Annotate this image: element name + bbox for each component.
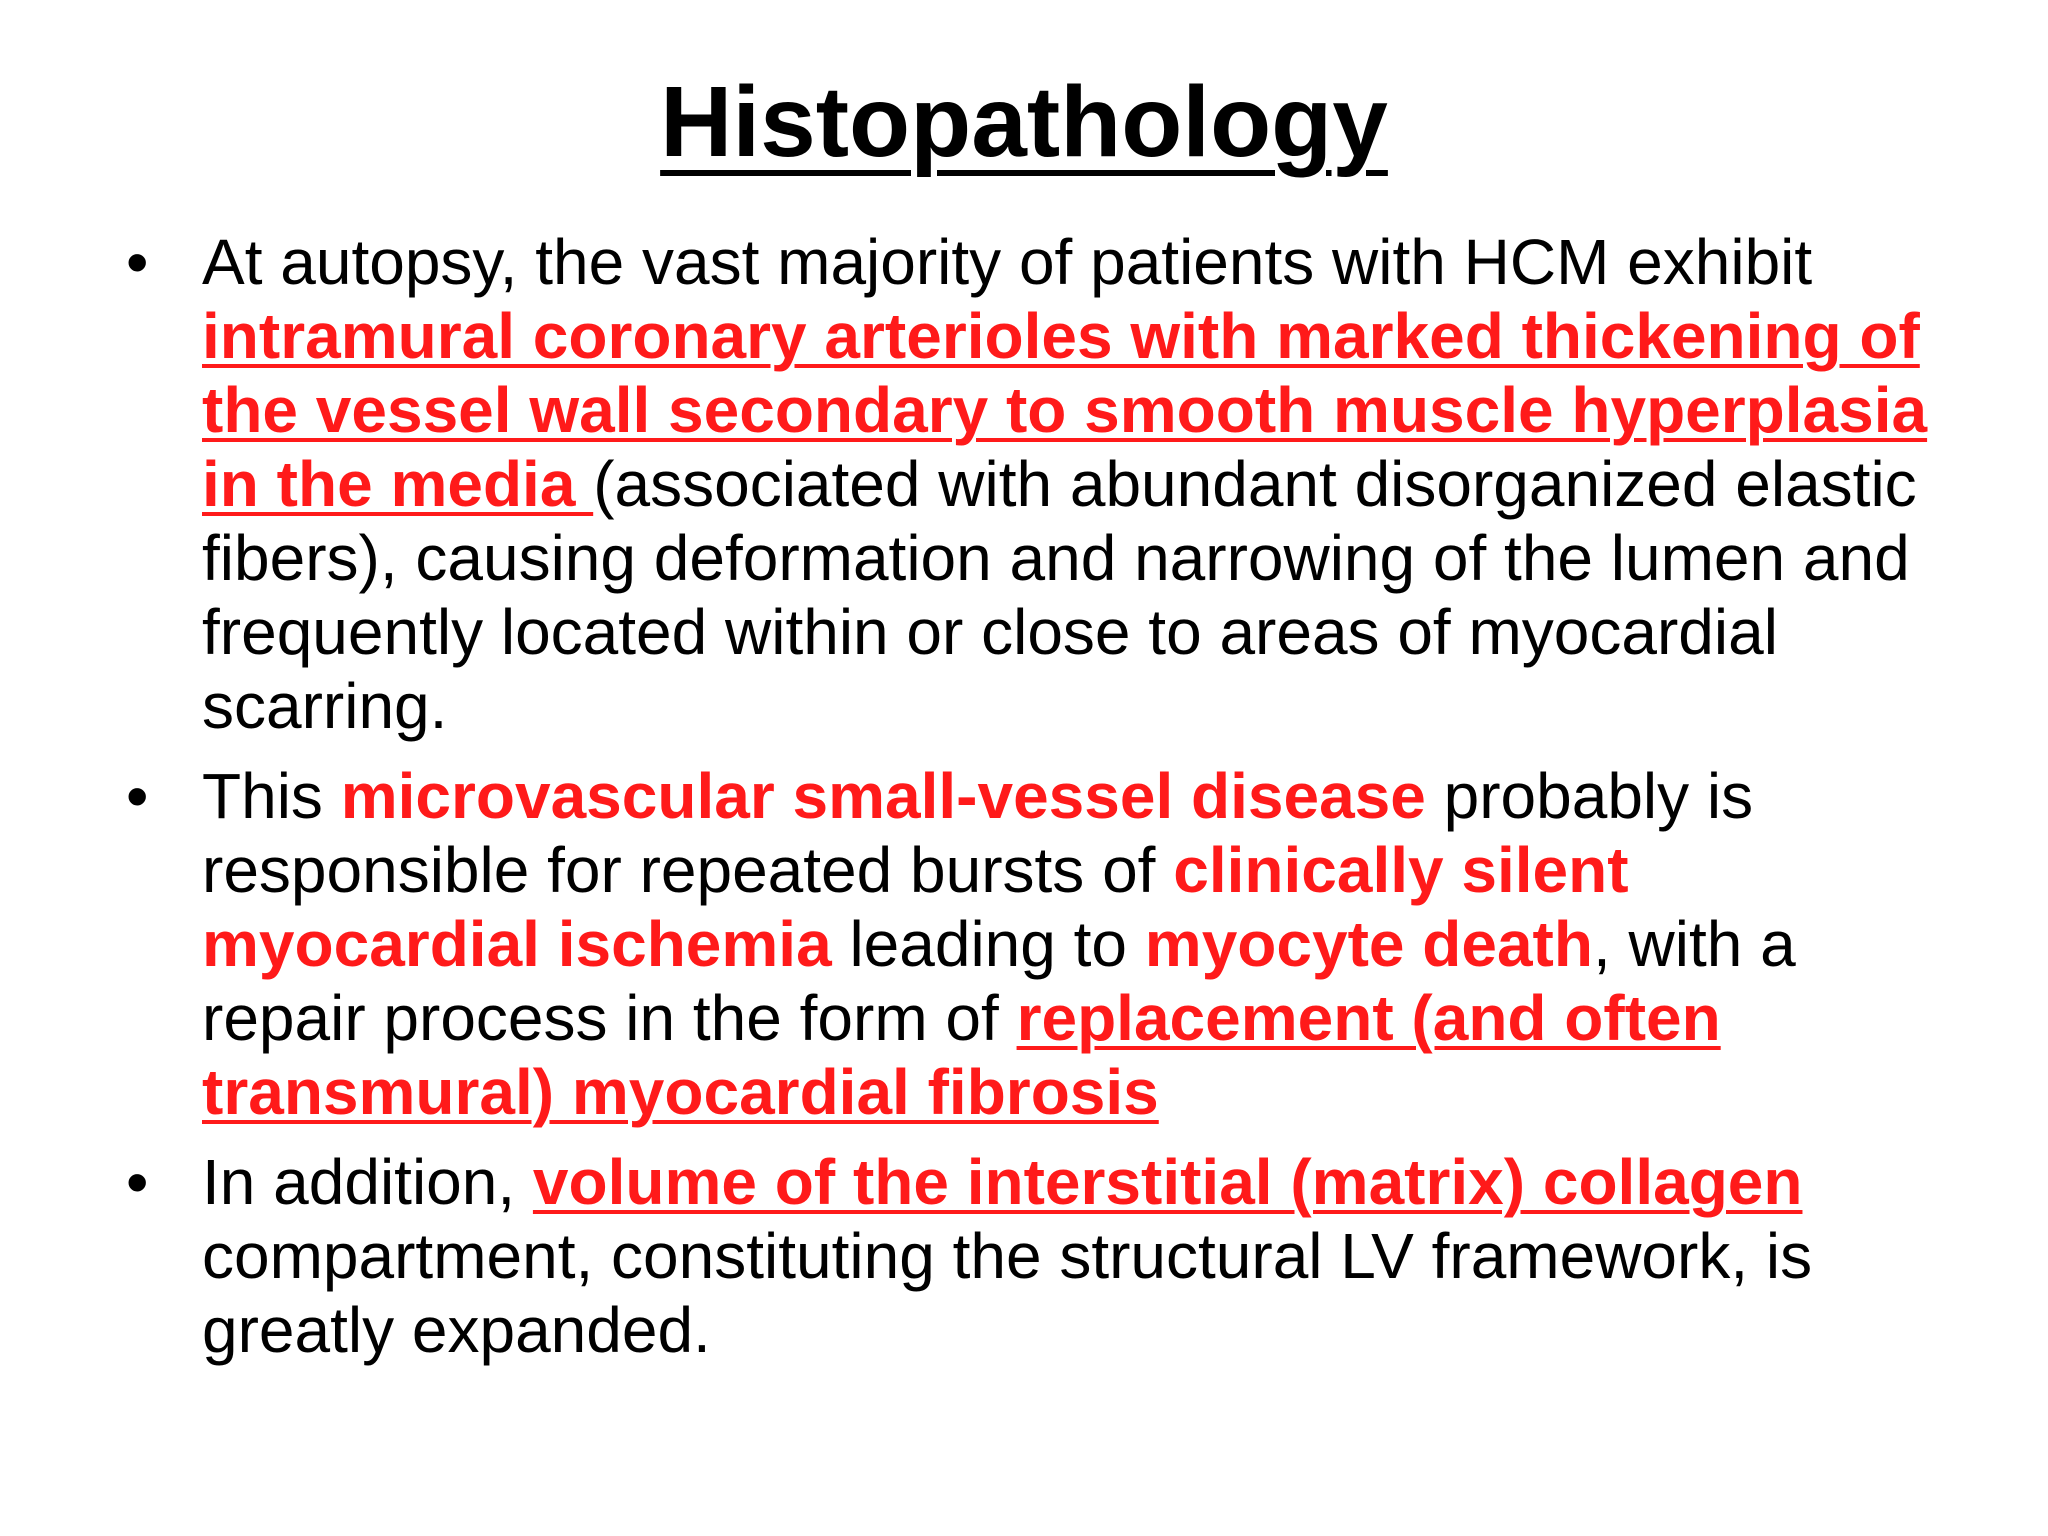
bullet-2-highlight-1: microvascular small-vessel disease [340,760,1426,832]
bullet-list [112,225,1972,1383]
bullet-icon: • [126,226,149,298]
bullet-1-text-1: At autopsy, the vast majority of patients with HCM exhibit [202,226,1813,298]
bullet-2-highlight-4: replacement (and often transmural) myocardial fibrosis [202,982,1721,1128]
bullet-2-text-1: This [202,760,341,832]
bullet-item-2 [112,759,1972,1129]
bullet-2-text-3: leading to [831,908,1145,980]
bullet-3-text-2: compartment, constituting the structural LV framework, is greatly expanded. [202,1220,1813,1366]
bullet-1-highlight-1: intramural coronary arterioles with marked thickening of the vessel wall secondary to smooth muscle hyperplasia in the media [202,300,1928,520]
bullet-item-3 [112,1145,1972,1367]
bullet-2-highlight-3: myocyte death [1144,908,1593,980]
bullet-3-text-1: In addition, [202,1146,533,1218]
bullet-icon: • [126,1146,149,1218]
bullet-icon: • [126,760,149,832]
bullet-2-text-4: , with a repair process in the form of [202,908,1796,1054]
bullet-3-highlight-1: volume of the interstitial (matrix) collagen [532,1146,1803,1218]
bullet-2-highlight-2: clinically silent myocardial ischemia [202,834,1629,980]
bullet-item-1 [112,225,1972,743]
bullet-1-text-2: (associated with abundant disorganized elastic fibers), causing deformation and narrowing of the lumen and frequently located within or close to areas of myocardial scarring. [202,448,1917,742]
bullet-2-text-2: probably is responsible for repeated bursts of [202,760,1754,906]
slide-title-text: Histopathology [660,66,1388,178]
slide-title [0,62,2048,182]
